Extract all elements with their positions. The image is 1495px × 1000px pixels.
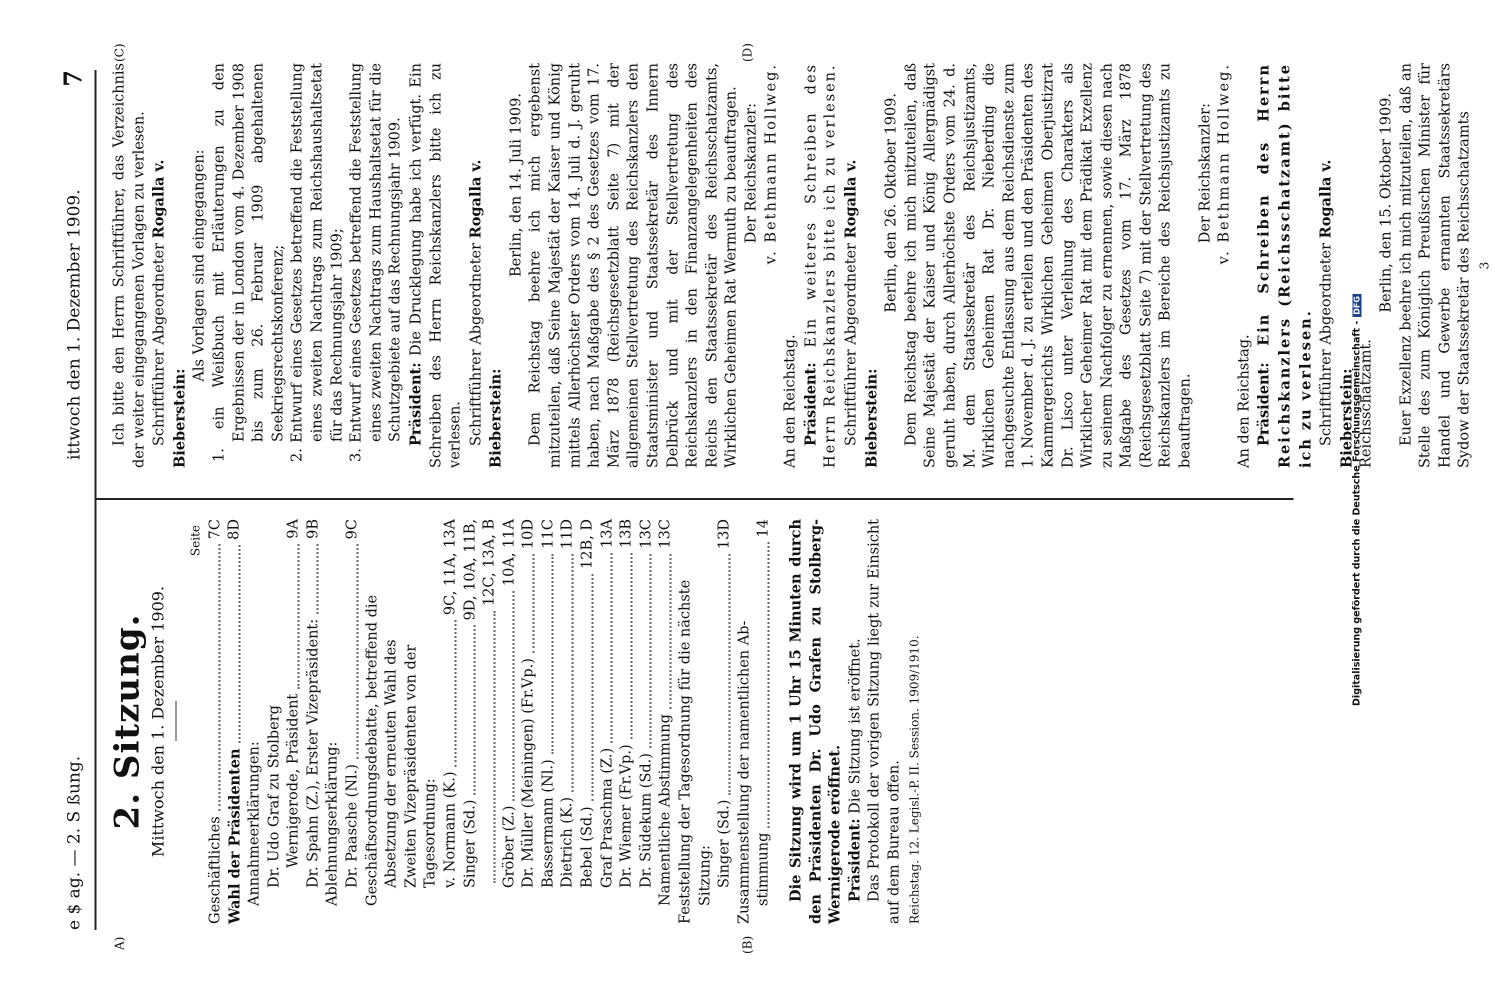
- protocol-note: Das Protokoll der vorigen Sitzung liegt zur Einsicht auf dem Bureau offen.: [866, 519, 902, 924]
- toc-entry: [343, 519, 363, 924]
- toc-entry-text: Dr. Wiemer (Fr.Vp.): [618, 744, 635, 888]
- request-paragraph: Ich bitte den Herrn Schriftführer, das Verzeichnis der weiter eingegangenen Vorlagen zu verlesen.: [111, 63, 147, 468]
- signer-title: Der Reichskanzler:: [743, 103, 759, 244]
- toc-entry-text: Zusammenstellung der namentlichen Ab-: [735, 620, 752, 924]
- toc-entry-text: Dr. Müller (Meiningen) (Fr.Vp.): [520, 658, 537, 888]
- toc-entry-page: 13B: [618, 519, 635, 549]
- toc-entry: [480, 519, 500, 924]
- toc-entry: [323, 519, 343, 924]
- signer-title: Der Reichskanzler:: [1196, 103, 1213, 244]
- toc-entry: [539, 519, 559, 924]
- toc-entry-text: Singer (Sd.): [461, 799, 478, 888]
- toc-dot-leader: [571, 554, 573, 792]
- toc-entry: [206, 519, 226, 924]
- toc-entry-page: 12B, D: [579, 519, 596, 569]
- margin-mark-c: (C): [112, 43, 126, 62]
- toc-entry-page: 9B: [304, 519, 321, 539]
- toc-entry-text: Gröber (Z.): [500, 805, 517, 888]
- toc-entry: [441, 519, 461, 924]
- intro-text: Als Vorlagen sind eingegangen:: [191, 149, 208, 382]
- speaker-name: Rogalla v. Bieberstein:: [466, 159, 505, 468]
- toc-dot-leader: [551, 554, 553, 755]
- toc-entry-text: Dr. Paasche (Nl.): [343, 764, 360, 888]
- running-header: [58, 70, 90, 930]
- session-title: 2. Sitzung.: [107, 613, 147, 830]
- table-of-contents: [206, 519, 774, 924]
- toc-entry-text: Dietrich (K.): [559, 796, 576, 888]
- toc-entry: [735, 519, 755, 924]
- toc-dot-leader: [649, 554, 651, 749]
- toc-entry: [519, 519, 539, 924]
- president-text: Ein weiteres Schreiben des Herrn Reichskanzlers bitte ich zu verlesen.: [802, 63, 839, 468]
- list-item: 1. ein Weißbuch mit Erläuterungen zu den Ergebnissen der in London vom 4. Dezember 1908 bis zum 26. Februar 1909 abgehaltenen Seekriegsrechtskonferenz;: [210, 63, 286, 462]
- toc-dot-leader: [454, 620, 456, 766]
- toc-dot-leader: [532, 554, 534, 653]
- addressee: Reichsschatzamt.: [1358, 339, 1375, 468]
- toc-entry: [617, 519, 637, 924]
- margin-mark-d: (D): [740, 43, 754, 62]
- toc-entry-text: stimmung: [755, 832, 772, 906]
- toc-dot-leader: [630, 553, 632, 739]
- toc-entry-text: Wernigerode, Präsident: [285, 693, 302, 868]
- president-text: Ein Schreiben des Herrn Reichskanzlers (Reichsschatzamt) bitte ich zu verlesen.: [1255, 63, 1314, 468]
- toc-entry: [382, 519, 402, 924]
- president-label: Präsident:: [801, 362, 819, 446]
- toc-dot-leader: [591, 574, 593, 802]
- toc-dot-leader: [218, 544, 220, 811]
- toc-entry-page: 9D, 10A, 11B,: [461, 519, 478, 621]
- toc-entry: [715, 519, 735, 924]
- toc-entry-text: Annahmeerklärungen:: [245, 741, 262, 906]
- toc-entry-text: Graf Praschma (Z.): [598, 747, 615, 888]
- signer-name: v. Bethmann Hollweg.: [762, 63, 779, 265]
- toc-entry-text: Sitzung:: [696, 845, 713, 906]
- toc-entry: [421, 519, 441, 924]
- toc-entry-page: 10D: [520, 519, 537, 550]
- toc-entry-text: Ablehnungserklärung:: [324, 741, 341, 906]
- toc-entry-page: 14: [755, 519, 772, 538]
- president-text: Die Sitzung ist eröffnet.: [846, 638, 863, 814]
- toc-entry-text: Geschäftliches: [206, 816, 223, 924]
- toc-entry-page: 11D: [559, 519, 576, 550]
- toc-entry-page: 9C, 11A, 13A: [441, 519, 458, 616]
- margin-mark-a: A): [112, 936, 126, 950]
- opening-paragraph: Die Sitzung wird um 1 Uhr 15 Minuten durch den Präsidenten Dr. Udo Grafen zu Stolberg-Wernigerode eröffnet.: [787, 519, 844, 924]
- toc-entry: [225, 519, 245, 924]
- addressee: An den Reichstag.: [1235, 334, 1252, 468]
- toc-dot-leader: [669, 554, 671, 710]
- letter-body: Dem Reichstag beehre ich mich mitzuteilen, daß Seine Majestät der Kaiser und König Allergnädigst geruht haben, durch Allerhöchste Orders vom 24. d. M. dem Staatssekretär des Reichsjustizamts, Wirklichen Geheimen Rat Dr. Nieberding die nachgesuchte Entlassung aus dem Reichsdienste zum 1. November d. J. zu erteilen und den Präsidenten des Kammergerichts Wirklichen Geheimen Oberjustizrat Dr. Lisco unter Verleihung des Charakters als Wirklicher Geheimer Rat mit dem Prädikat Exzellenz zu seinem Nachfolger zu ernennen, sowie diesen nach Maßgabe des Gesetzes vom 17. März 1878 (Reichsgesetzblatt Seite 7) mit der Stellvertretung des Reichskanzlers im Bereiche des Reichsjustizamts zu beauftragen.: [902, 63, 1194, 468]
- toc-entry: [284, 519, 304, 924]
- toc-dot-leader: [767, 542, 769, 827]
- toc-dot-leader: [473, 625, 475, 794]
- toc-entry-page: 8D: [226, 519, 243, 540]
- page-number: 7: [58, 70, 87, 87]
- toc-entry-text: Bassermann (Nl.): [539, 759, 556, 888]
- toc-dot-leader: [316, 544, 318, 614]
- toc-entry-text: Wahl der Präsidenten: [226, 748, 244, 924]
- toc-entry-text: Bebel (Sd.): [579, 806, 596, 888]
- column-divider: [94, 498, 1293, 500]
- toc-entry: [656, 519, 676, 924]
- letter-body: Dem Reichstag beehre ich mich ergebenst mitzuteilen, daß Seine Majestät der Kaiser und König mittels Allerhöchster Orders vom 14. Juli d. J. geruht haben, nach Maßgabe des § 2 des Gesetzes vom 17. März 1878 (Reichsgesetzblatt Seite 7) mit der allgemeinen Stellvertretung des Reichskanzlers den Staatsminister und Staatssekretär des Innern Delbrück und mit der Stellvertretung des Reichskanzlers in den Finanzangelegenheiten des Reichs den Staatssekretär des Reichsschatzamts, Wirklichen Geheimen Rat Wermuth zu beauftragen.: [527, 63, 740, 468]
- left-column: [107, 519, 924, 924]
- toc-entry-text: Zweiten Vizepräsidenten von der: [402, 644, 419, 888]
- header-center: ittwoch den 1. Dezember 1909.: [64, 189, 84, 460]
- toc-entry: [558, 519, 578, 924]
- toc-entry: [754, 519, 774, 924]
- toc-entry: [578, 519, 598, 924]
- speaker-name: Rogalla v. Bieberstein:: [150, 159, 188, 468]
- toc-entry-page: 9A: [285, 519, 302, 539]
- toc-dot-leader: [238, 545, 240, 744]
- toc-entry-page: 11C: [539, 519, 556, 549]
- speaker-label: Schriftführer Abgeordneter: [1318, 242, 1335, 446]
- list-item: 3. Entwurf eines Gesetzes betreffend die Feststellung eines zweiten Nachtrags zum Haushaltsetat für die Schutzgebiete auf das Rechnungsjahr 1909.: [348, 63, 404, 462]
- toc-entry-text: v. Normann (K.): [441, 771, 458, 888]
- toc-entry: [363, 519, 383, 924]
- title-separator: [175, 702, 176, 742]
- toc-entry: [676, 519, 696, 924]
- toc-entry-text: Namentliche Abstimmung: [657, 714, 674, 906]
- page-footer: Reichstag. 12. Legisl.-P. II. Session. 1909/1910.: [906, 635, 921, 924]
- toc-entry: [598, 519, 618, 924]
- printer-signature: 3: [1476, 261, 1491, 270]
- speaker-label: Schriftführer Abgeordneter: [842, 242, 859, 446]
- president-label: Präsident:: [845, 818, 863, 902]
- speaker-name: Rogalla v. Bieberstein:: [1317, 159, 1355, 468]
- toc-entry: [245, 519, 265, 924]
- toc-dot-leader: [297, 544, 299, 689]
- dfg-logo: DFG: [1352, 296, 1362, 315]
- toc-dot-leader: [356, 544, 358, 759]
- toc-entry-page: 13D: [716, 519, 733, 550]
- addressee: An den Reichstag.: [782, 334, 799, 468]
- letter-date: Berlin, den 14. Juli 1909.: [507, 93, 524, 278]
- margin-mark-b: (B): [740, 935, 754, 954]
- president-text: Die Drucklegung habe ich verfügt. Ein Schreiben des Herrn Reichskanzlers bitte ich zu verlesen.: [407, 63, 464, 468]
- toc-entry: [304, 519, 324, 924]
- toc-entry-text: Dr. Spahn (Z.), Erster Vizepräsident:: [304, 618, 321, 888]
- digitization-credit: [1352, 294, 1363, 706]
- toc-dot-leader: [493, 611, 495, 883]
- toc-entry-page: 13C: [657, 519, 674, 549]
- toc-entry: [637, 519, 657, 924]
- toc-entry: [402, 519, 422, 924]
- toc-dot-leader: [728, 554, 730, 794]
- toc-entry-text: Feststellung der Tagesordnung für die nächste: [677, 579, 694, 924]
- toc-seite-label: Seite: [188, 525, 203, 557]
- list-item: 2. Entwurf eines Gesetzes betreffend die Feststellung eines zweiten Nachtrags zum Reichshaushaltsetat für das Rechnungsjahr 1909;: [289, 63, 345, 462]
- letter-date: Berlin, den 26. Oktober 1909.: [883, 93, 900, 313]
- toc-entry-text: Singer (Sd.): [716, 799, 733, 888]
- right-column: [110, 63, 1495, 468]
- toc-entry-page: 13C: [637, 519, 654, 549]
- toc-entry: [265, 519, 285, 924]
- toc-entry-page: 9C: [343, 519, 360, 540]
- header-rule: [94, 70, 96, 930]
- toc-dot-leader: [610, 553, 612, 743]
- toc-entry: [461, 519, 481, 924]
- toc-entry-text: Tagesordnung:: [422, 778, 439, 888]
- toc-entry-text: Dr. Udo Graf zu Stolberg: [265, 705, 282, 888]
- session-date: Mittwoch den 1. Dezember 1909.: [147, 585, 167, 858]
- letter-date: Berlin, den 15. Oktober 1909.: [1378, 93, 1394, 313]
- toc-entry-page: 12C, 13A, B: [481, 519, 498, 607]
- president-label: Präsident:: [1255, 362, 1273, 446]
- toc-entry: [696, 519, 716, 924]
- credit-text: Digitalisierung gefördert durch die Deutsche Forschungsgemeinschaft -: [1351, 320, 1363, 706]
- toc-entry-text: Geschäftsordnungsdebatte, betreffend die: [363, 594, 380, 906]
- header-left: e $ ag. — 2. S ßung.: [64, 755, 84, 930]
- toc-dot-leader: [512, 591, 514, 801]
- speaker-label: Schriftführer Abgeordneter: [151, 242, 168, 446]
- speaker-label: Schriftführer Abgeordneter: [467, 242, 484, 446]
- letter-body: Euer Exzellenz beehre ich mich mitzuteilen, daß an Stelle des zum Königlich Preußischen Minister für Handel und Gewerbe ernannten Staatssekretärs Sydow der Staatssekretär des Reichsschatzamts: [1397, 63, 1473, 468]
- president-label: Präsident:: [406, 362, 424, 446]
- toc-entry-page: 10A, 11A: [500, 519, 517, 587]
- toc-entry-text: Absetzung der erneuten Wahl des: [383, 639, 400, 888]
- speaker-name: Rogalla v. Bieberstein:: [841, 159, 880, 468]
- toc-entry-page: 13A: [598, 519, 615, 548]
- toc-entry-text: Dr. Südekum (Sd.): [637, 753, 654, 888]
- signer-name: v. Bethmann Hollweg.: [1216, 63, 1233, 265]
- toc-entry-page: 7C: [206, 519, 223, 540]
- toc-entry: [500, 519, 520, 924]
